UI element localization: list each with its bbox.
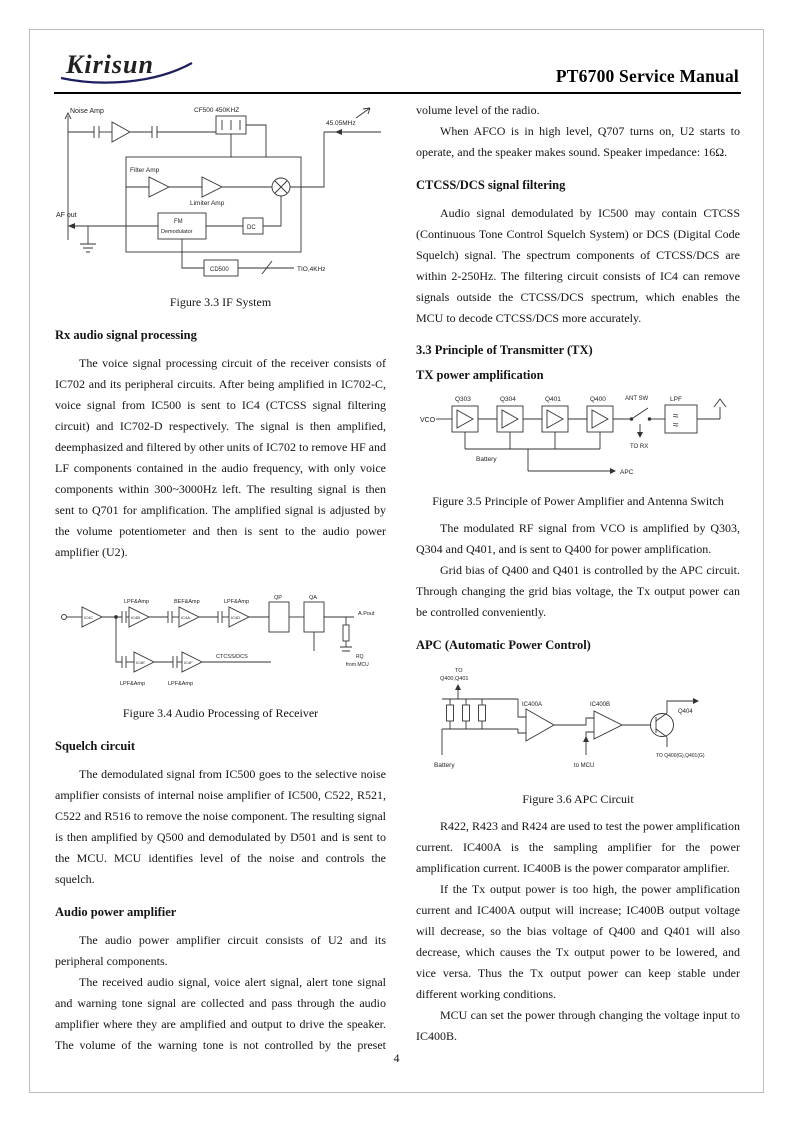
paragraph-apc-3: MCU can set the power through changing the voltage input to IC400B.	[416, 1007, 740, 1043]
header-rule	[54, 92, 741, 94]
fig34-label-lpf-amp-2: LPF&Amp	[223, 598, 249, 605]
fig34-ic-a1: IC4C	[83, 614, 93, 620]
kirisun-logo-graphic	[56, 44, 206, 88]
fig34-wires	[61, 602, 354, 672]
fig34-label-lpf-amp-1: LPF&Amp	[123, 598, 149, 605]
heading-rx-audio: Rx audio signal processing	[55, 328, 197, 342]
paragraph-rx-audio: The voice signal processing circuit of the receiver consists of IC702 and its peripheral circuits. After being amplified in IC702-C, voice signal from IC500 is sent to IC4 (CTCSS signal filtering circuit) and IC702-D respectively. The signal is then amplified, deemphasized and filtered by other units of IC702 to remove HF and LF components contained in the audio frequency, with only voice components within 300~3000Hz left. The resulting signal is then sent to Q701 for amplification. The amplified signal is adjusted by the volume potentiometer and then is sent to the audio power amplifier (U2).	[55, 355, 386, 559]
left-column	[55, 100, 386, 1056]
fig36-top-arrowhead	[455, 684, 461, 690]
logo-text: Kirisun	[66, 50, 154, 79]
fig36-wires	[442, 687, 693, 755]
paragraph-ctcss: Audio signal demodulated by IC500 may contain CTCSS (Continuous Tone Control Squelch System) or DCS (Digital Code Squelch) signal. The spectrum components of CTCSS/DCS are within 2-250Hz. The filtering circuit consists of IC4 can remove signals outside the CTCSS/DCS spectrum, which enables the MCU to decode CTCSS/DCS more accurately.	[416, 205, 740, 325]
fig34-labels	[120, 595, 375, 687]
figure-3-6-caption: Figure 3.6 APC Circuit	[522, 791, 634, 806]
fig33-label-fm: FM	[173, 219, 183, 225]
fig36-label-battery: Battery	[434, 761, 455, 769]
fig35-label-to-rx: TO RX	[630, 443, 649, 450]
heading-squelch: Squelch circuit	[55, 738, 135, 753]
fig33-label-if-freq: 45.05MHz	[325, 120, 356, 127]
fig35-label-ant-sw: ANT SW	[625, 395, 649, 402]
paragraph-audio-2: The received audio signal, voice alert signal, alert tone signal and warning tone signal are collected and pass through the audio amplifier where they are amplified and output to drive the speaker. The volume of the warning tone is not controlled by the preset	[55, 974, 386, 1052]
fig34-label-ctcss-dcs: CTCSS/DCS	[215, 653, 248, 660]
fig35-lpf-wave-symbol: ≈	[673, 410, 679, 422]
figure-3-3-if-system-diagram	[56, 102, 386, 284]
figure-3-4-audio-processing-diagram	[56, 565, 386, 695]
fig34-label-from-mcu: from MCU	[345, 661, 369, 668]
fig35-label-q304: Q304	[500, 395, 516, 403]
fig33-label-tio: TIO,4KHz	[296, 266, 326, 273]
fig34-label-ap-out: A.Pout	[357, 610, 375, 617]
fig34-ic-a2: IC4B	[130, 614, 140, 620]
fig35-torx-arrowhead	[637, 432, 643, 438]
fig33-label-cf500: CF500 450KHZ	[193, 107, 239, 114]
figure-3-3-caption: Figure 3.3 IF System	[169, 295, 272, 309]
fig36-label-ic400a: IC400A	[522, 701, 543, 708]
paragraph-afco: When AFCO is in high level, Q707 turns on, U2 starts to operate, and the speaker makes sound. Speaker impedance: 16Ω.	[416, 124, 740, 159]
fig35-labels	[420, 396, 682, 476]
fig36-mcu-arrowhead	[583, 736, 589, 742]
fig35-label-vco: VCO	[420, 416, 436, 424]
fig34-ic-b2: IC4F	[183, 659, 193, 665]
fig34-ic-a3: IC4A	[180, 614, 190, 620]
fig33-label-cd500: CD500	[209, 267, 229, 273]
fig35-label-apc: APC	[620, 468, 634, 476]
fig33-label-filter-amp: Filter Amp	[129, 167, 159, 174]
fig35-lpf-wave-symbol-2: ≈	[673, 419, 679, 431]
fig35-label-battery: Battery	[476, 455, 497, 463]
figure-3-5-power-amplifier-diagram	[418, 391, 738, 483]
figure-3-5-caption: Figure 3.5 Principle of Power Amplifier and Antenna Switch	[432, 493, 724, 508]
fig33-wires	[65, 108, 381, 276]
paragraph-tx-1: The modulated RF signal from VCO is amplified by Q303, Q304 and Q401, and is sent to Q400 for power amplification.	[416, 520, 740, 556]
fig35-label-lpf: LPF	[670, 395, 682, 403]
fig33-label-limiter-amp: Limiter Amp	[189, 200, 224, 207]
figure-3-6-apc-circuit-diagram	[428, 663, 728, 781]
right-column	[416, 100, 740, 1047]
fig34-ic-b1: IC4E	[135, 659, 145, 665]
document-title: PT6700 Service Manual	[555, 66, 739, 86]
fig34-label-rq: RQ	[355, 653, 363, 660]
fig33-label-dc: DC	[246, 225, 256, 231]
page-number: 4	[393, 1051, 400, 1065]
fig33-label-af-out: AF out	[55, 212, 77, 219]
fig33-label-noise-amp: Noise Amp	[69, 108, 104, 115]
paragraph-audio-1: The audio power amplifier circuit consists of U2 and its peripheral components.	[55, 932, 386, 968]
paragraph-squelch: The demodulated signal from IC500 goes to the selective noise amplifier consists of internal noise amplifier of IC500, C522, R521, C522 and R516 to remove the noise component. The resulting signal is then amplified by Q500 and demodulated by D501 and is sent to the MCU. MCU identifies level of the noise and controls the squelch.	[55, 766, 386, 886]
paragraph-tx-2: Grid bias of Q400 and Q401 is controlled by the APC circuit. Through changing the grid bias voltage, the Tx output power can be controlled conveniently.	[416, 562, 740, 619]
fig34-ic-a4: IC4D	[230, 614, 240, 620]
fig35-apc-arrowhead	[610, 468, 616, 474]
fig36-label-q400-q401: Q400,Q401	[440, 675, 469, 682]
fig34-label-qa: QA	[308, 594, 317, 601]
fig33-label-demodulator: Demodulator	[160, 229, 192, 235]
heading-tx-power: TX power amplification	[416, 367, 544, 382]
fig36-label-output: TO Q400(G),Q401(G)	[656, 752, 705, 759]
paragraph-continuation: volume level of the radio.	[416, 103, 540, 117]
fig36-label-q404: Q404	[678, 708, 693, 715]
brand-logo	[56, 44, 206, 93]
paragraph-apc-2: If the Tx output power is too high, the power amplification current and IC400A output will increase; IC400B output voltage will decrease, so the bias voltage of Q400 and Q401 will also decrease, which causes the Tx output power to be lowered, and vice versa. Thus the Tx output power can keep stable under different working conditions.	[416, 881, 740, 1001]
fig36-label-ic400b: IC400B	[590, 701, 611, 708]
fig34-label-lpf-amp-4: LPF&Amp	[167, 680, 193, 687]
fig33-afout-arrowhead	[68, 223, 75, 229]
fig36-output-arrowhead	[693, 698, 699, 704]
fig35-label-q303: Q303	[455, 395, 471, 403]
heading-apc: APC (Automatic Power Control)	[416, 637, 591, 652]
figure-3-4-caption: Figure 3.4 Audio Processing of Receiver	[122, 705, 319, 720]
paragraph-apc-1: R422, R423 and R424 are used to test the power amplification current. IC400A is the sampling amplifier for the power amplification current. IC400B is the power comparator amplifier.	[416, 818, 740, 875]
heading-tx-principle: 3.3 Principle of Transmitter (TX)	[416, 342, 593, 357]
fig36-label-to-mcu: to MCU	[574, 762, 595, 769]
fig33-input-arrowhead	[335, 129, 342, 135]
fig36-label-to: TO	[455, 667, 463, 674]
fig35-label-q400: Q400	[590, 395, 606, 403]
heading-ctcss: CTCSS/DCS signal filtering	[416, 178, 566, 192]
fig36-labels	[434, 668, 705, 769]
fig35-label-q401: Q401	[545, 395, 561, 403]
fig34-label-qp: QP	[273, 594, 282, 601]
heading-audio-power: Audio power amplifier	[55, 904, 177, 919]
fig34-label-bef-amp: BEF&Amp	[173, 598, 200, 605]
fig34-label-lpf-amp-3: LPF&Amp	[119, 680, 145, 687]
